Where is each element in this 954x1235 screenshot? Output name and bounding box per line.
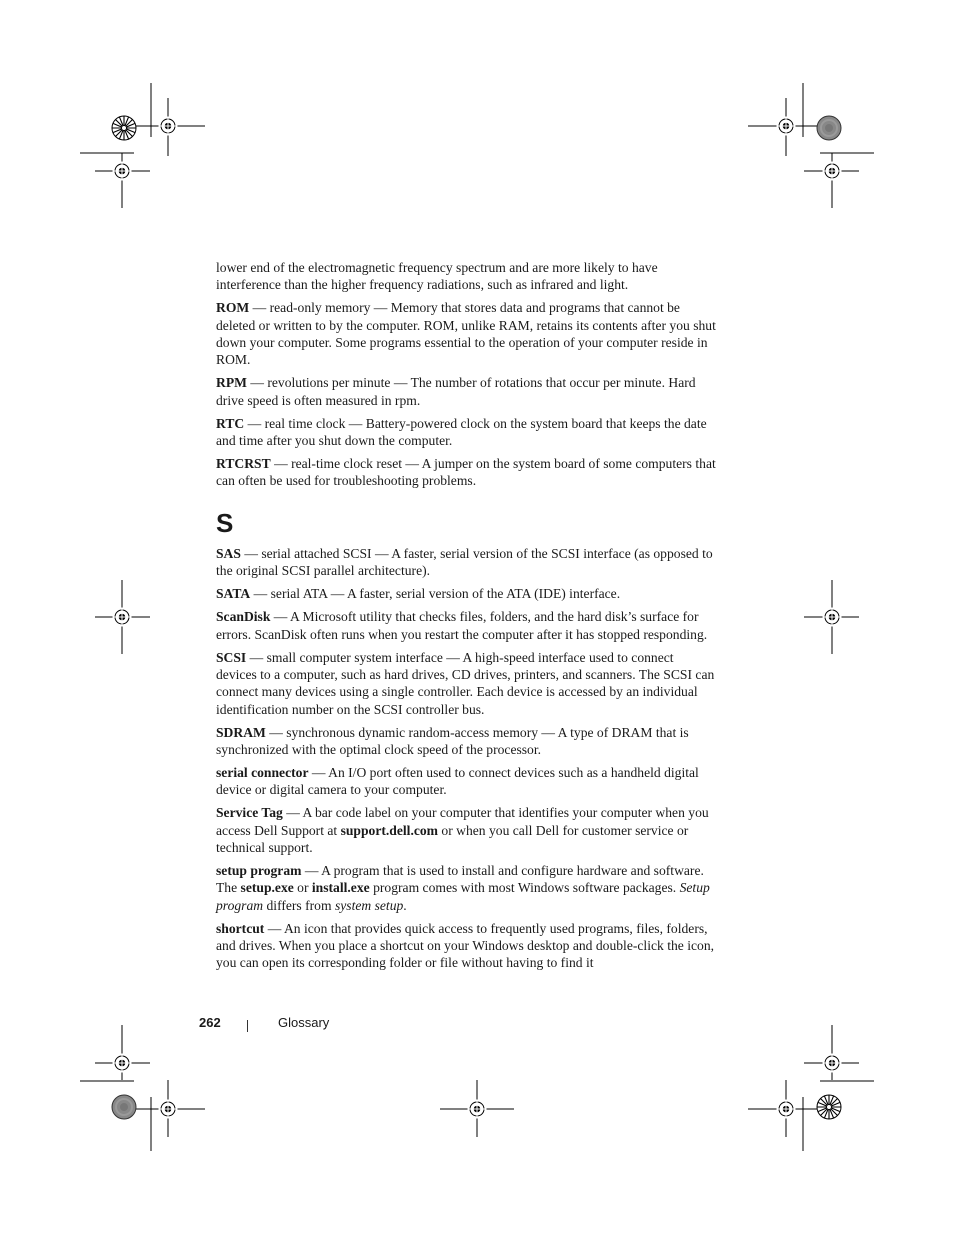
italic-term: system setup — [334, 897, 404, 913]
corner-marks-bottom-right — [748, 1025, 874, 1151]
corner-marks-top-left — [80, 83, 205, 208]
registration-crosshair-icon — [823, 162, 842, 181]
registration-crosshair-icon — [823, 608, 842, 627]
entry-definition: differs from — [263, 897, 335, 913]
side-marks-left — [95, 580, 150, 654]
support-site-link[interactable]: support.dell.com — [340, 822, 439, 838]
glossary-entry-rtc — [216, 415, 716, 450]
starburst-registration-icon — [817, 1095, 841, 1119]
gray-registration-disc-icon — [817, 116, 841, 140]
entry-definition: — A program that is used to install and configure hardware and software. The — [216, 863, 704, 896]
entry-term: SDRAM — [216, 724, 266, 740]
continuation-paragraph: lower end of the electromagnetic frequency spectrum and are more likely to have interference than the higher frequency radiations, such as infrared and light. — [216, 260, 658, 293]
entry-term: RTC — [216, 415, 245, 431]
corner-marks-top-right — [748, 83, 874, 208]
registration-crosshair-icon — [159, 117, 178, 136]
entry-term: setup program — [216, 863, 302, 879]
registration-crosshair-icon — [113, 162, 132, 181]
entry-definition: — real-time clock reset — A jumper on the system board of some computers that can often be used for troubleshooting problems. — [216, 456, 716, 489]
entry-definition: — serial ATA — A faster, serial version of the ATA (IDE) interface. — [250, 586, 621, 602]
registration-crosshair-icon — [113, 608, 132, 627]
entry-term: SAS — [216, 545, 241, 561]
page-number: 262 — [199, 1015, 221, 1030]
glossary-entry-rpm — [216, 374, 716, 409]
registration-crosshair-icon — [777, 117, 796, 136]
entry-term: RPM — [216, 375, 247, 391]
entry-term: SATA — [216, 586, 251, 602]
glossary-entry-service-tag — [216, 804, 716, 856]
entry-term: ScanDisk — [216, 609, 271, 625]
glossary-entry-shortcut — [216, 920, 716, 972]
glossary-entry-sas — [216, 545, 716, 580]
entry-term: SCSI — [216, 649, 247, 665]
entry-definition: or — [293, 880, 312, 896]
section-heading: S — [216, 507, 234, 538]
glossary-entry-setup-program — [216, 862, 716, 914]
entry-definition: . — [403, 897, 407, 913]
footer-divider — [247, 1020, 248, 1032]
filename-install-exe: install.exe — [311, 880, 370, 896]
entry-definition: — A Microsoft utility that checks files, folders, and the hard disk’s surface for errors. ScanDisk often runs when you restart the computer after it has stopped responding. — [216, 609, 708, 642]
glossary-entry-sata — [216, 585, 716, 602]
entry-term: ROM — [216, 300, 250, 316]
entry-term: Service Tag — [216, 805, 283, 821]
footer-section-title: Glossary — [278, 1015, 330, 1030]
corner-marks-bottom-left — [80, 1025, 205, 1151]
glossary-entry-serial-connector — [216, 764, 716, 799]
entry-term: serial connector — [216, 765, 309, 780]
glossary-entry-rtcrst — [216, 455, 716, 490]
entry-term: RTCRST — [216, 456, 271, 472]
glossary-entry-scsi — [216, 649, 716, 718]
entry-definition: — A bar code label on your computer that identifies your computer when you access Dell Support at — [216, 805, 709, 838]
bottom-center-marks — [440, 1080, 514, 1137]
entry-definition: — revolutions per minute — The number of rotations that occur per minute. Hard drive speed is often measured in rpm. — [216, 375, 696, 408]
entry-definition: — read-only memory — Memory that stores data and programs that cannot be deleted or written to by the computer. ROM, unlike RAM, retains its contents after you shut down your computer. Some programs essential to the operation of your computer reside in ROM. — [216, 300, 716, 368]
glossary-entry-rom — [216, 299, 716, 368]
entry-term: shortcut — [216, 920, 265, 936]
entry-definition: program comes with most Windows software packages. — [369, 880, 680, 896]
entry-definition: — An I/O port often used to connect devices such as a handheld digital device or digital camera to your computer. — [216, 765, 699, 798]
entry-definition: — real time clock — Battery-powered clock on the system board that keeps the date and time after you shut down the computer. — [216, 415, 707, 449]
registration-crosshair-icon — [113, 1054, 132, 1073]
entry-definition: — synchronous dynamic random-access memory — A type of DRAM that is synchronized with the optimal clock speed of the processor. — [216, 724, 689, 757]
entry-definition: — serial attached SCSI — A faster, serial version of the SCSI interface (as opposed to the original SCSI parallel architecture). — [216, 545, 713, 579]
registration-crosshair-icon — [159, 1100, 178, 1119]
italic-term: Setup program — [216, 880, 710, 913]
gray-registration-disc-icon — [112, 1095, 136, 1119]
entry-definition: — small computer system interface — A high-speed interface used to connect devices to a computer, such as hard drives, CD drives, printers, and scanners. The SCSI can connect many devices using a single controller. Each device is accessed by an individual identification number on the SCSI controller bus. — [216, 649, 715, 717]
glossary-entry-sdram — [216, 724, 716, 759]
page-footer — [0, 1015, 954, 1035]
side-marks-right — [804, 580, 859, 654]
registration-crosshair-icon — [777, 1100, 796, 1119]
starburst-registration-icon — [112, 116, 136, 140]
registration-crosshair-icon — [823, 1054, 842, 1073]
glossary-content — [216, 259, 716, 977]
registration-crosshair-icon — [468, 1100, 487, 1119]
entry-definition: or when you call Dell for customer service or technical support. — [216, 822, 689, 855]
glossary-entry-scandisk — [216, 608, 716, 643]
entry-definition: — An icon that provides quick access to frequently used programs, files, folders, and drives. When you place a shortcut on your Windows desktop and double-click the icon, you can open its corresponding folder or file without having to find it — [216, 920, 715, 971]
filename-setup-exe: setup.exe — [240, 880, 294, 896]
